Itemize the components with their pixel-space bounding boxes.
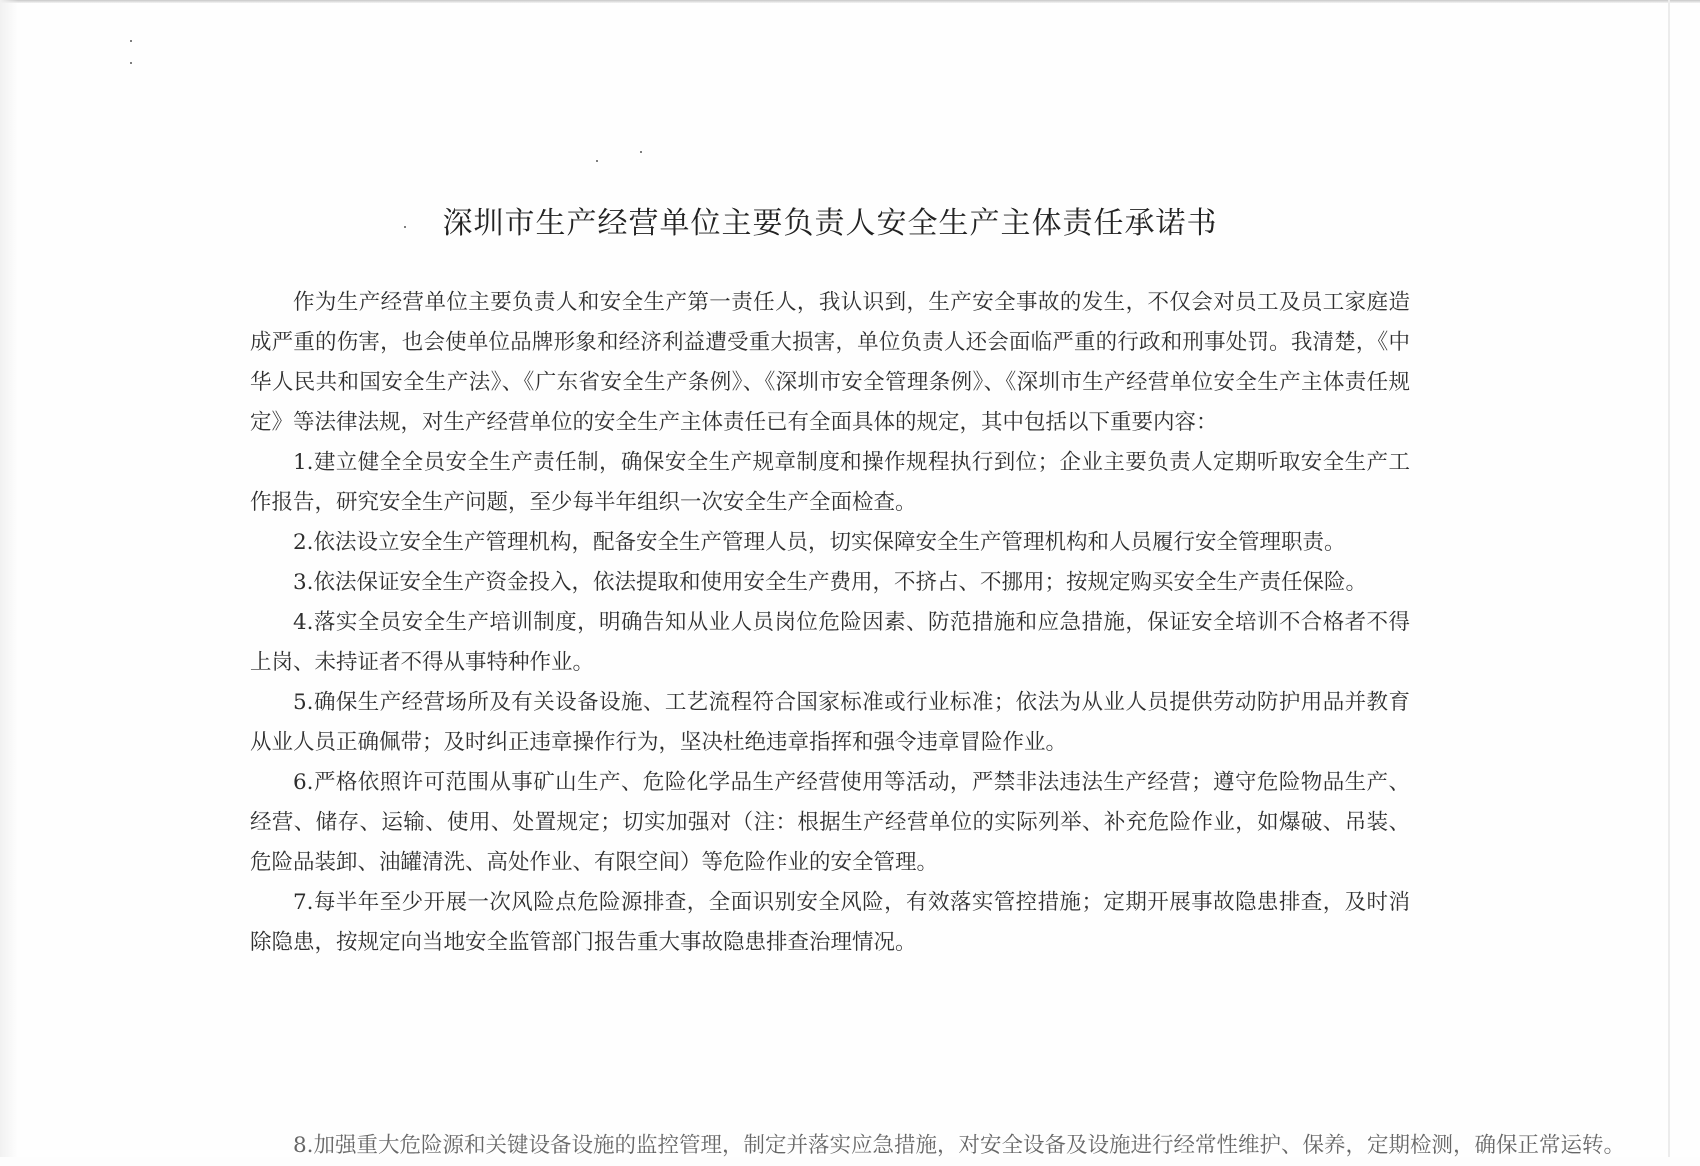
- scan-speck: [596, 160, 598, 162]
- item-paragraph-7: 7.每半年至少开展一次风险点危险源排查，全面识别安全风险，有效落实管控措施；定期开展事故隐患排查，及时消除隐患，按规定向当地安全监管部门报告重大事故隐患排查治理情况。: [250, 890, 1410, 955]
- item-paragraph-1: 1.建立健全全员安全生产责任制，确保安全生产规章制度和操作规程执行到位；企业主要负责人定期听取安全生产工作报告，研究安全生产问题，至少每半年组织一次安全生产全面检查。: [250, 450, 1410, 515]
- scan-right-edge: [1668, 0, 1670, 1157]
- item-paragraph-4: 4.落实全员安全生产培训制度，明确告知从业人员岗位危险因素、防范措施和应急措施，保证安全培训不合格者不得上岗、未持证者不得从事特种作业。: [250, 610, 1410, 675]
- scan-top-edge: [0, 0, 1700, 3]
- document-body: [250, 283, 1410, 963]
- item-paragraph-6: 6.严格依照许可范围从事矿山生产、危险化学品生产经营使用等活动，严禁非法违法生产经营；遵守危险物品生产、经营、储存、运输、使用、处置规定；切实加强对（注：根据生产经营单位的实际列举、补充危险作业，如爆破、吊装、危险品装卸、油罐清洗、高处作业、有限空间）等危险作业的安全管理。: [250, 770, 1410, 875]
- scan-left-shadow: [0, 0, 18, 1157]
- item-paragraph-2: 2.依法设立安全生产管理机构，配备安全生产管理人员，切实保障安全生产管理机构和人员履行安全管理职责。: [293, 530, 1346, 555]
- scan-speck: [130, 62, 132, 64]
- cutoff-text: 8.加强重大危险源和关键设备设施的监控管理，制定并落实应急措施，对安全设备及设施进行经常性维护、保养，定期检测，确保正常运转。: [293, 1133, 1626, 1158]
- scan-speck: [130, 40, 132, 42]
- cutoff-paragraph: [250, 1133, 1626, 1158]
- document-title: 深圳市生产经营单位主要负责人安全生产主体责任承诺书: [442, 206, 1218, 241]
- intro-paragraph: 作为生产经营单位主要负责人和安全生产第一责任人，我认识到，生产安全事故的发生，不仅会对员工及员工家庭造成严重的伤害，也会使单位品牌形象和经济利益遭受重大损害，单位负责人还会面临严重的行政和刑事处罚。我清楚，《中华人民共和国安全生产法》、《广东省安全生产条例》、《深圳市安全管理条例》、《深圳市生产经营单位安全生产主体责任规定》等法律法规，对生产经营单位的安全生产主体责任已有全面具体的规定，其中包括以下重要内容：: [250, 290, 1410, 435]
- scan-speck: [640, 151, 642, 153]
- item-paragraph-3: 3.依法保证安全生产资金投入，依法提取和使用安全生产费用，不挤占、不挪用；按规定购买安全生产责任保险。: [293, 570, 1368, 595]
- item-paragraph-5: 5.确保生产经营场所及有关设备设施、工艺流程符合国家标准或行业标准；依法为从业人员提供劳动防护用品并教育从业人员正确佩带；及时纠正违章操作行为，坚决杜绝违章指挥和强令违章冒险作业。: [250, 690, 1410, 755]
